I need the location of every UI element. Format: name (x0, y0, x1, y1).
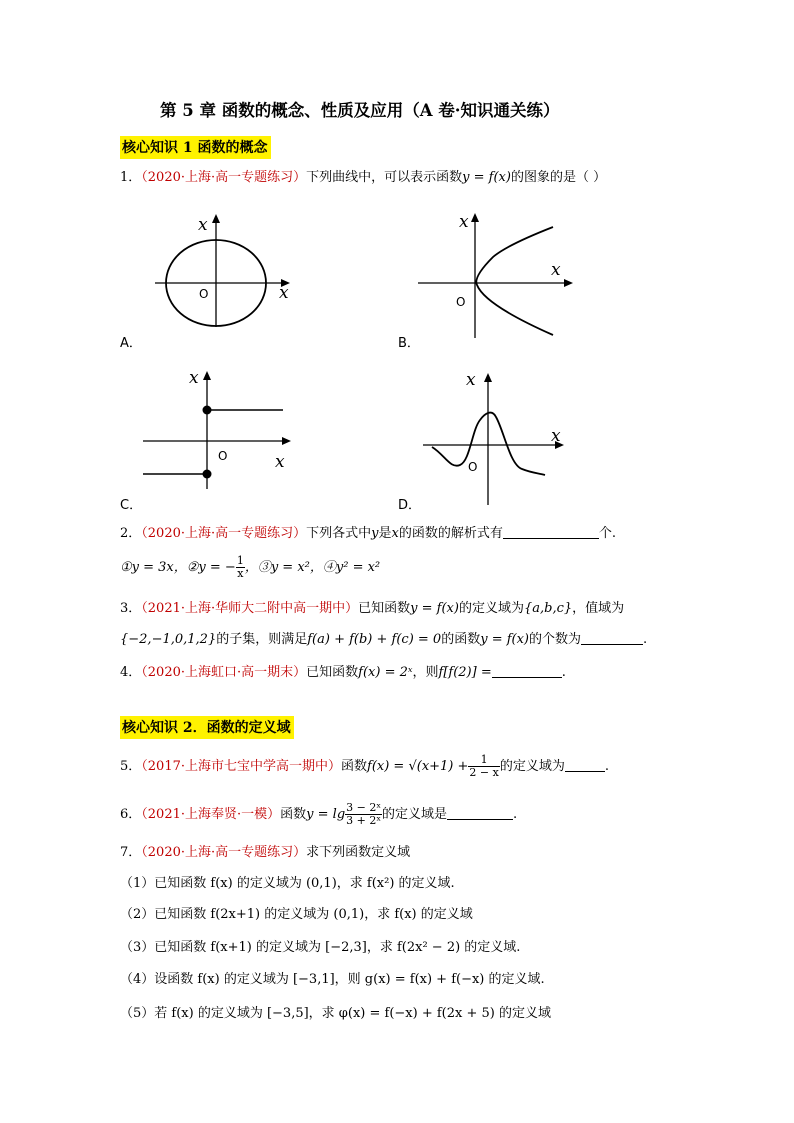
axis-label-horizontal: x (275, 452, 285, 472)
question-text: 的定义域是 (382, 807, 448, 822)
option-b-label: B． (398, 336, 420, 351)
math-expression: {a,b,c} (523, 601, 573, 616)
math-expression: y = lg (306, 807, 346, 822)
question-number: 7． (120, 845, 142, 860)
question-text: ，则 (412, 665, 439, 680)
answer-blank[interactable] (565, 757, 605, 772)
math-variable: x (391, 526, 399, 541)
graph-c (140, 365, 300, 495)
question-5 (120, 754, 609, 779)
numerator: 3 − 2ˣ (346, 801, 382, 814)
question-number: 5． (120, 759, 142, 774)
question-source: （2021·上海奉贤·一模） (141, 807, 281, 822)
axis-label-horizontal: x (551, 426, 561, 446)
question-7-part-4: （4）设函数 f(x) 的定义域为 [−3,1]，则 g(x) = f(x) + f(−x) 的定义域. (120, 972, 545, 987)
axis-label-horizontal: x (279, 283, 289, 303)
question-text: 函数 (341, 759, 368, 774)
question-7-part-1: （1）已知函数 f(x) 的定义域为 (0,1)，求 f(x²) 的定义域. (120, 876, 455, 891)
math-expression: f(x) = √(x+1) + (367, 759, 469, 774)
math-expression: f[f(2)] = (438, 665, 492, 680)
fraction (468, 754, 499, 779)
question-7-part-2: （2）已知函数 f(2x+1) 的定义域为 (0,1)，求 f(x) 的定义域 (120, 907, 473, 922)
question-text: 的个数为 (529, 632, 582, 647)
page-title: 第 5 章 函数的概念、性质及应用（A 卷·知识通关练） (160, 101, 560, 120)
option-c-label: C． (120, 498, 143, 513)
question-source: （2020·上海·高一专题练习） (141, 845, 307, 860)
question-number: 6． (120, 807, 142, 822)
question-7-part-5: （5）若 f(x) 的定义域为 [−3,5]，求 φ(x) = f(−x) + f(2x + 5) 的定义域 (120, 1006, 551, 1021)
question-text: 已知函数 (358, 601, 411, 616)
expression-item: ，②y = − (173, 560, 236, 575)
question-3-line-1 (120, 597, 624, 616)
numerator: 1 (236, 554, 244, 567)
question-text: . (513, 807, 518, 822)
origin-label: O (456, 295, 466, 309)
answer-blank[interactable] (447, 805, 513, 820)
question-6 (120, 802, 517, 827)
math-expression: y = f(x) (410, 601, 459, 616)
numerator: 1 (468, 754, 499, 767)
math-expression: y = f(x) (480, 632, 530, 647)
question-text: 函数 (280, 807, 307, 822)
question-number: 3． (120, 601, 142, 616)
section-heading-1: 核心知识 1 函数的概念 (120, 136, 271, 159)
option-a-label: A． (120, 336, 142, 351)
question-text: 的定义域为 (499, 759, 565, 774)
question-text: 个. (598, 526, 617, 541)
question-text: ，值域为 (572, 601, 625, 616)
denominator: 3 + 2ˣ (346, 814, 382, 827)
question-source: （2021·上海·华师大二附中高一期中） (141, 601, 359, 616)
axis-label-vertical: x (459, 212, 469, 232)
fraction (345, 802, 382, 827)
question-source: （2020·上海虹口·高一期末） (141, 665, 307, 680)
graph-d (420, 365, 575, 510)
question-2-items (120, 555, 380, 580)
axis-label-vertical: x (189, 368, 199, 388)
question-text: 的子集，则满足 (216, 632, 308, 647)
question-text: 的定义域为 (458, 601, 524, 616)
expression-item: ，④y² = x² (309, 560, 381, 575)
math-expression: y = f(x) (462, 170, 511, 185)
question-source: （2020·上海·高一专题练习） (141, 526, 307, 541)
origin-label: O (199, 287, 209, 301)
question-text: 求下列函数定义域 (306, 845, 411, 860)
math-expression: f(x) = 2ˣ (358, 665, 413, 680)
origin-label: O (218, 449, 228, 463)
denominator: x (237, 567, 244, 580)
math-variable: y (371, 526, 379, 541)
question-text: . (561, 665, 566, 680)
answer-blank[interactable] (503, 524, 599, 539)
axis-label-horizontal: x (551, 260, 561, 280)
question-3-line-2 (120, 628, 647, 647)
question-7 (120, 841, 410, 860)
question-text: 的图象的是（ ） (510, 170, 607, 185)
question-number: 4． (120, 665, 142, 680)
question-text: 的函数的解析式有 (398, 526, 503, 541)
question-2 (120, 522, 616, 541)
question-source: （2020·上海·高一专题练习） (141, 170, 307, 185)
graph-a (150, 210, 300, 330)
axis-label-vertical: x (198, 215, 208, 235)
question-text: 是 (378, 526, 392, 541)
origin-label: O (468, 460, 478, 474)
question-number: 2． (120, 526, 142, 541)
math-expression: {−2,−1,0,1,2} (120, 632, 217, 647)
graph-b (415, 205, 575, 345)
fraction (236, 555, 245, 580)
option-d-label: D． (398, 498, 422, 513)
question-1 (120, 166, 606, 185)
section-heading-2: 核心知识 2．函数的定义域 (120, 716, 294, 739)
math-expression: f(a) + f(b) + f(c) = 0 (307, 632, 442, 647)
question-text: . (604, 759, 609, 774)
axis-label-vertical: x (466, 370, 476, 390)
answer-blank[interactable] (492, 663, 562, 678)
expression-item: ①y = 3x (120, 560, 174, 575)
question-text: 下列曲线中，可以表示函数 (306, 170, 463, 185)
question-4 (120, 661, 566, 680)
answer-blank[interactable] (581, 630, 643, 645)
question-text: 的函数 (441, 632, 481, 647)
question-source: （2017·上海市七宝中学高一期中） (141, 759, 341, 774)
question-7-part-3: （3）已知函数 f(x+1) 的定义域为 [−2,3]，求 f(2x² − 2) 的定义域. (120, 940, 521, 955)
question-text: . (643, 632, 648, 647)
expression-item: ，③y = x² (244, 560, 310, 575)
question-text: 下列各式中 (306, 526, 372, 541)
question-text: 已知函数 (306, 665, 359, 680)
question-number: 1． (120, 170, 142, 185)
denominator: 2 − x (469, 766, 499, 779)
